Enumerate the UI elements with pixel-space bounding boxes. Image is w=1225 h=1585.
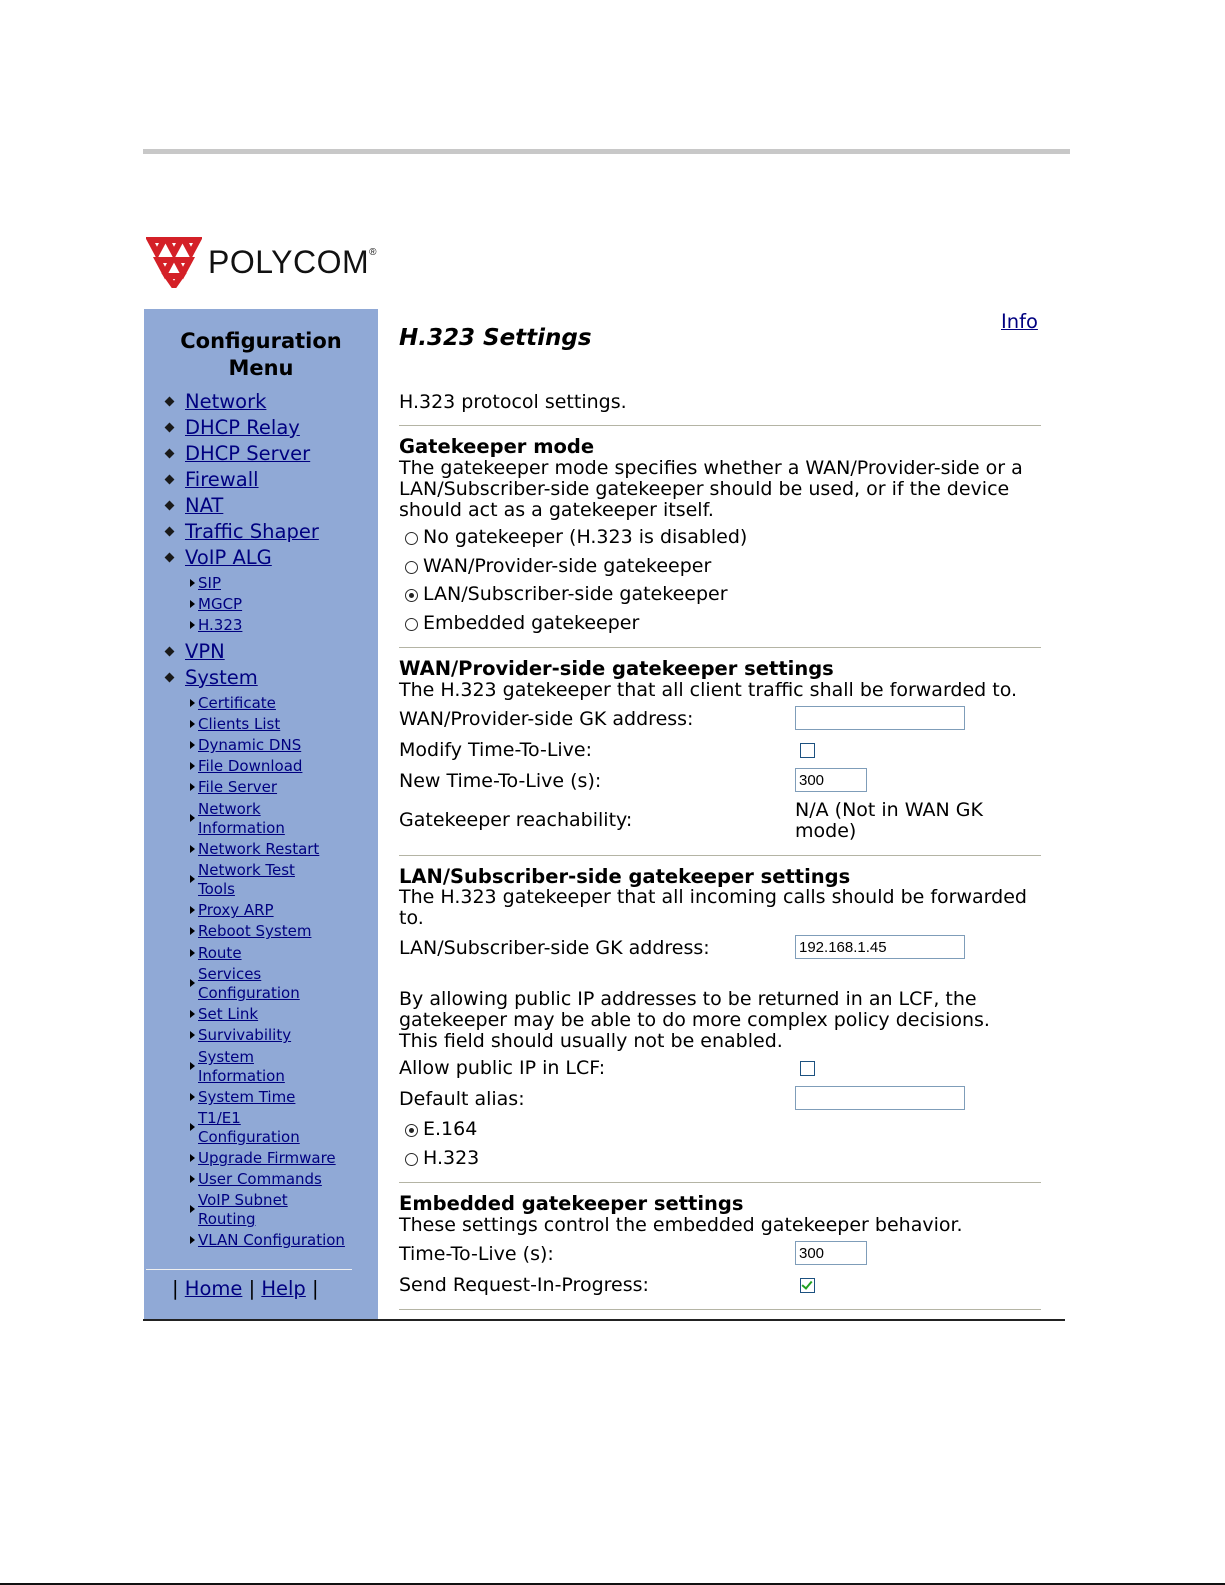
radio-label: No gatekeeper (H.323 is disabled) bbox=[423, 526, 748, 548]
lan-settings-heading: LAN/Subscriber-side gatekeeper settings bbox=[399, 865, 851, 888]
desc-line: gatekeeper may be able to do more complex policy decisions. bbox=[399, 1009, 990, 1031]
wan-settings-desc: The H.323 gatekeeper that all client traffic shall be forwarded to. bbox=[399, 679, 1018, 701]
sidebar-link-t1e1-configuration[interactable] bbox=[198, 1109, 300, 1147]
sidebar-subitem-proxy-arp[interactable] bbox=[190, 901, 274, 920]
sidebar-link-dhcp-relay[interactable]: DHCP Relay bbox=[185, 416, 300, 439]
lcf-desc bbox=[399, 989, 990, 1052]
default-alias-label: Default alias: bbox=[399, 1088, 525, 1110]
embedded-settings-heading: Embedded gatekeeper settings bbox=[399, 1192, 744, 1215]
embedded-ttl-input[interactable]: 300 bbox=[795, 1241, 867, 1265]
embedded-ttl-label: Time-To-Live (s): bbox=[399, 1243, 554, 1265]
sidebar-item-traffic-shaper[interactable] bbox=[166, 519, 319, 545]
sidebar-subitem-network-test-tools[interactable] bbox=[190, 861, 295, 899]
sidebar-subitem-system-information[interactable] bbox=[190, 1048, 285, 1086]
separator: | bbox=[312, 1277, 319, 1300]
value-line: mode) bbox=[795, 820, 857, 842]
radio-label: H.323 bbox=[423, 1147, 480, 1169]
link-line: Configuration bbox=[198, 1128, 300, 1146]
bullet-diamond-icon bbox=[165, 423, 175, 433]
wan-settings-heading: WAN/Provider-side gatekeeper settings bbox=[399, 657, 834, 680]
gk-reachability-label: Gatekeeper reachability: bbox=[399, 809, 633, 831]
section-divider bbox=[399, 647, 1041, 648]
allow-public-ip-checkbox[interactable] bbox=[800, 1061, 815, 1076]
value-line: N/A (Not in WAN GK bbox=[795, 799, 983, 821]
sidebar-link-services-configuration[interactable] bbox=[198, 965, 300, 1003]
desc-line: The H.323 gatekeeper that all incoming calls should be forwarded bbox=[399, 886, 1027, 908]
radio-label: Embedded gatekeeper bbox=[423, 612, 640, 634]
arrow-right-icon bbox=[190, 762, 195, 770]
radio-label: WAN/Provider-side gatekeeper bbox=[423, 555, 712, 577]
arrow-right-icon bbox=[190, 1175, 195, 1183]
sidebar-item-nat[interactable] bbox=[166, 493, 223, 519]
send-rip-label: Send Request-In-Progress: bbox=[399, 1274, 649, 1296]
modify-ttl-label: Modify Time-To-Live: bbox=[399, 739, 593, 761]
sidebar-link-user-commands[interactable]: User Commands bbox=[198, 1170, 322, 1188]
link-line: Routing bbox=[198, 1210, 256, 1228]
page-title: H.323 Settings bbox=[399, 325, 592, 351]
content-bottom-rule bbox=[143, 1319, 1065, 1321]
arrow-right-icon bbox=[190, 621, 195, 629]
menu-title bbox=[144, 328, 378, 382]
sidebar-subitem-network-information[interactable] bbox=[190, 800, 285, 838]
sidebar-subitem-clients-list[interactable] bbox=[190, 715, 280, 734]
sidebar-link-system-information[interactable] bbox=[198, 1048, 285, 1086]
arrow-right-icon bbox=[190, 720, 195, 728]
arrow-right-icon bbox=[190, 906, 195, 914]
sidebar-subitem-voip-subnet-routing[interactable] bbox=[190, 1191, 288, 1229]
link-line: Network Test bbox=[198, 861, 295, 879]
sidebar-link-upgrade-firmware[interactable]: Upgrade Firmware bbox=[198, 1149, 336, 1167]
home-link[interactable]: Home bbox=[184, 1277, 243, 1300]
sidebar-subitem-dynamic-dns[interactable] bbox=[190, 736, 301, 755]
bullet-diamond-icon bbox=[165, 553, 175, 563]
allow-public-ip-label: Allow public IP in LCF: bbox=[399, 1057, 606, 1079]
sidebar-link-vlan-configuration[interactable]: VLAN Configuration bbox=[198, 1231, 345, 1249]
polycom-logo bbox=[146, 236, 377, 288]
default-alias-input[interactable] bbox=[795, 1086, 965, 1110]
polycom-triangles-icon bbox=[146, 236, 202, 288]
sidebar-subitem-t1e1-configuration[interactable] bbox=[190, 1109, 300, 1147]
sidebar-link-dynamic-dns[interactable]: Dynamic DNS bbox=[198, 736, 302, 754]
sidebar-subitem-mgcp[interactable] bbox=[190, 595, 242, 614]
wan-gk-address-input[interactable] bbox=[795, 706, 965, 730]
sidebar-subitem-system-time[interactable] bbox=[190, 1088, 295, 1107]
sidebar-link-h323[interactable]: H.323 bbox=[198, 616, 243, 634]
link-line: System bbox=[198, 1048, 254, 1066]
registered-mark: ® bbox=[369, 247, 378, 258]
sidebar-item-voip-alg[interactable] bbox=[166, 545, 272, 571]
link-line: Tools bbox=[198, 880, 235, 898]
sidebar-subitem-network-restart[interactable] bbox=[190, 840, 319, 859]
sidebar-link-proxy-arp[interactable]: Proxy ARP bbox=[198, 901, 274, 919]
link-line: T1/E1 bbox=[198, 1109, 241, 1127]
desc-line: LAN/Subscriber-side gatekeeper should be used, or if the device bbox=[399, 478, 1010, 500]
radio-label: E.164 bbox=[423, 1118, 478, 1140]
arrow-right-icon bbox=[190, 814, 195, 822]
arrow-right-icon bbox=[190, 600, 195, 608]
radio-button-selected[interactable] bbox=[405, 1124, 418, 1137]
new-ttl-input[interactable]: 300 bbox=[795, 768, 867, 792]
sidebar-link-file-download[interactable]: File Download bbox=[198, 757, 303, 775]
sidebar-link-route[interactable]: Route bbox=[198, 944, 242, 962]
sidebar-item-dhcp-relay[interactable] bbox=[166, 415, 300, 441]
arrow-right-icon bbox=[190, 1031, 195, 1039]
info-link[interactable]: Info bbox=[1001, 310, 1038, 333]
arrow-right-icon bbox=[190, 1154, 195, 1162]
bullet-diamond-icon bbox=[165, 673, 175, 683]
configuration-sidebar bbox=[144, 309, 378, 1319]
sidebar-link-voip-alg[interactable]: VoIP ALG bbox=[185, 546, 272, 569]
sidebar-subitem-survivability[interactable] bbox=[190, 1026, 291, 1045]
arrow-right-icon bbox=[190, 1123, 195, 1131]
sidebar-subitem-user-commands[interactable] bbox=[190, 1170, 322, 1189]
sidebar-link-system[interactable]: System bbox=[185, 666, 258, 689]
sidebar-link-certificate[interactable]: Certificate bbox=[198, 694, 276, 712]
sidebar-link-firewall[interactable]: Firewall bbox=[185, 468, 259, 491]
sidebar-link-vpn[interactable]: VPN bbox=[185, 640, 225, 663]
link-line: Network bbox=[198, 800, 261, 818]
arrow-right-icon bbox=[190, 579, 195, 587]
embedded-settings-desc: These settings control the embedded gatekeeper behavior. bbox=[399, 1214, 963, 1236]
sidebar-subitem-file-server[interactable] bbox=[190, 778, 277, 797]
modify-ttl-checkbox[interactable] bbox=[800, 743, 815, 758]
separator: | bbox=[248, 1277, 256, 1300]
lan-settings-desc bbox=[399, 887, 1027, 929]
sidebar-link-traffic-shaper[interactable]: Traffic Shaper bbox=[185, 520, 319, 543]
sidebar-link-system-time[interactable]: System Time bbox=[198, 1088, 296, 1106]
arrow-right-icon bbox=[190, 1236, 195, 1244]
arrow-right-icon bbox=[190, 949, 195, 957]
gatekeeper-mode-heading: Gatekeeper mode bbox=[399, 435, 595, 458]
bullet-diamond-icon bbox=[165, 527, 175, 537]
sidebar-subitem-reboot-system[interactable] bbox=[190, 922, 311, 941]
desc-line: By allowing public IP addresses to be returned in an LCF, the bbox=[399, 988, 977, 1010]
arrow-right-icon bbox=[190, 1062, 195, 1070]
arrow-right-icon bbox=[190, 1205, 195, 1213]
bullet-diamond-icon bbox=[165, 449, 175, 459]
gk-reachability-value bbox=[795, 800, 983, 842]
page-intro: H.323 protocol settings. bbox=[399, 391, 627, 413]
section-divider bbox=[399, 1182, 1041, 1183]
sidebar-link-network[interactable]: Network bbox=[185, 390, 267, 413]
arrow-right-icon bbox=[190, 1010, 195, 1018]
link-line: Configuration bbox=[198, 984, 300, 1002]
sidebar-divider bbox=[146, 1269, 352, 1270]
sidebar-link-set-link[interactable]: Set Link bbox=[198, 1005, 259, 1023]
menu-title-line2: Menu bbox=[228, 356, 294, 380]
bullet-diamond-icon bbox=[165, 397, 175, 407]
link-line: VoIP Subnet bbox=[198, 1191, 288, 1209]
separator: | bbox=[172, 1277, 179, 1300]
bullet-diamond-icon bbox=[165, 647, 175, 657]
sidebar-link-clients-list[interactable]: Clients List bbox=[198, 715, 281, 733]
send-rip-checkbox[interactable] bbox=[800, 1278, 815, 1293]
section-divider bbox=[399, 425, 1041, 426]
sidebar-link-network-information[interactable] bbox=[198, 800, 285, 838]
desc-line: This field should usually not be enabled. bbox=[399, 1030, 783, 1052]
arrow-right-icon bbox=[190, 845, 195, 853]
menu-title-line1: Configuration bbox=[180, 329, 342, 353]
wan-gk-address-label: WAN/Provider-side GK address: bbox=[399, 708, 694, 730]
bullet-diamond-icon bbox=[165, 501, 175, 511]
arrow-right-icon bbox=[190, 927, 195, 935]
desc-line: should act as a gatekeeper itself. bbox=[399, 499, 714, 521]
link-line: Information bbox=[198, 819, 285, 837]
radio-button[interactable] bbox=[405, 1153, 418, 1166]
section-divider bbox=[399, 855, 1041, 856]
brand-name bbox=[208, 246, 377, 278]
header-rule bbox=[143, 149, 1070, 154]
gatekeeper-mode-desc bbox=[399, 458, 1023, 521]
sidebar-link-nat[interactable]: NAT bbox=[185, 494, 224, 517]
sidebar-link-network-restart[interactable]: Network Restart bbox=[198, 840, 320, 858]
radio-button[interactable] bbox=[405, 532, 418, 545]
lan-gk-address-input[interactable]: 192.168.1.45 bbox=[795, 935, 965, 959]
sidebar-footer bbox=[172, 1276, 319, 1302]
sidebar-link-sip[interactable]: SIP bbox=[198, 574, 221, 592]
sidebar-item-network[interactable] bbox=[166, 389, 266, 415]
sidebar-subitem-certificate[interactable] bbox=[190, 694, 276, 713]
radio-label: LAN/Subscriber-side gatekeeper bbox=[423, 583, 728, 605]
sidebar-subitem-vlan-configuration[interactable] bbox=[190, 1231, 345, 1250]
sidebar-item-vpn[interactable] bbox=[166, 639, 225, 665]
sidebar-subitem-h323[interactable] bbox=[190, 616, 242, 635]
sidebar-item-dhcp-server[interactable] bbox=[166, 441, 310, 467]
section-divider bbox=[399, 1309, 1041, 1310]
sidebar-subitem-file-download[interactable] bbox=[190, 757, 302, 776]
sidebar-item-firewall[interactable] bbox=[166, 467, 259, 493]
sidebar-subitem-sip[interactable] bbox=[190, 574, 221, 593]
arrow-right-icon bbox=[190, 875, 195, 883]
sidebar-subitem-route[interactable] bbox=[190, 944, 242, 963]
bullet-diamond-icon bbox=[165, 475, 175, 485]
sidebar-subitem-services-configuration[interactable] bbox=[190, 965, 300, 1003]
sidebar-link-file-server[interactable]: File Server bbox=[198, 778, 278, 796]
sidebar-link-voip-subnet-routing[interactable] bbox=[198, 1191, 288, 1229]
radio-button[interactable] bbox=[405, 618, 418, 631]
desc-line: The gatekeeper mode specifies whether a WAN/Provider-side or a bbox=[399, 457, 1023, 479]
radio-button[interactable] bbox=[405, 561, 418, 574]
new-ttl-label: New Time-To-Live (s): bbox=[399, 770, 602, 792]
arrow-right-icon bbox=[190, 1093, 195, 1101]
sidebar-link-mgcp[interactable]: MGCP bbox=[198, 595, 243, 613]
sidebar-link-reboot-system[interactable]: Reboot System bbox=[198, 922, 312, 940]
lan-gk-address-label: LAN/Subscriber-side GK address: bbox=[399, 937, 710, 959]
sidebar-link-dhcp-server[interactable]: DHCP Server bbox=[185, 442, 311, 465]
sidebar-subitem-upgrade-firmware[interactable] bbox=[190, 1149, 336, 1168]
arrow-right-icon bbox=[190, 741, 195, 749]
help-link[interactable]: Help bbox=[261, 1277, 306, 1300]
sidebar-link-survivability[interactable]: Survivability bbox=[198, 1026, 292, 1044]
desc-line: to. bbox=[399, 907, 424, 929]
brand-wordmark: POLYCOM bbox=[208, 244, 370, 280]
link-line: Services bbox=[198, 965, 262, 983]
sidebar-subitem-set-link[interactable] bbox=[190, 1005, 258, 1024]
link-line: Information bbox=[198, 1067, 285, 1085]
arrow-right-icon bbox=[190, 699, 195, 707]
sidebar-link-network-test-tools[interactable] bbox=[198, 861, 295, 899]
arrow-right-icon bbox=[190, 979, 195, 987]
arrow-right-icon bbox=[190, 783, 195, 791]
sidebar-item-system[interactable] bbox=[166, 665, 258, 691]
radio-button-selected[interactable] bbox=[405, 589, 418, 602]
